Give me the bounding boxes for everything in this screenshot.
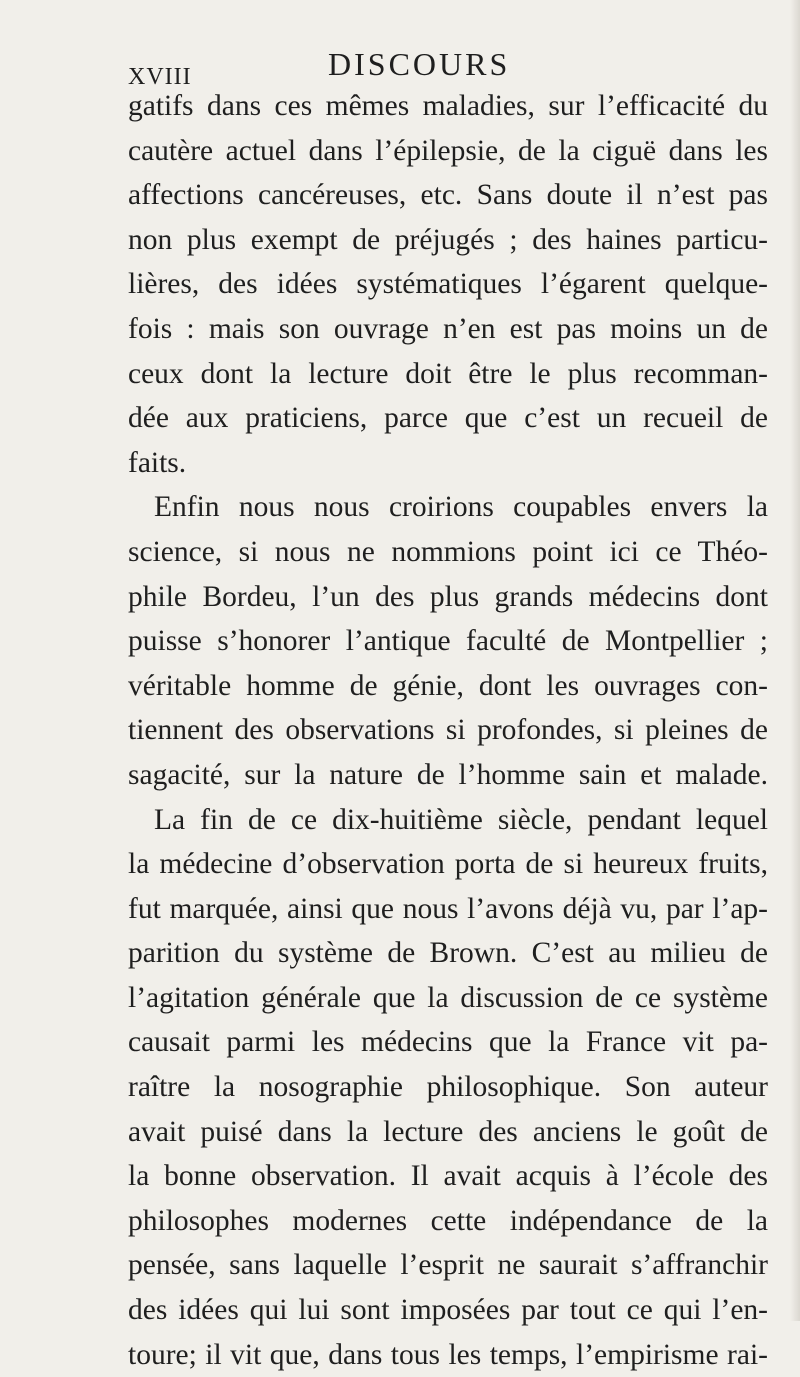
text-line: véritable homme de génie, dont les ouvrages con- <box>128 669 768 702</box>
text-line: phile Bordeu, l’un des plus grands médecins dont <box>128 580 768 613</box>
text-line: l’agitation générale que la discussion de ce système <box>128 981 768 1014</box>
text-line: gatifs dans ces mêmes maladies, sur l’efficacité du <box>128 90 768 122</box>
page-edge-shadow <box>790 0 800 1321</box>
body-text <box>128 84 768 1377</box>
text-line: tiennent des observations si profondes, si pleines de <box>128 714 768 747</box>
text-line: Enfin nous nous croirions coupables envers la <box>154 491 768 524</box>
text-line: faits. <box>128 446 187 479</box>
text-line: toure; il vit que, dans tous les temps, l’empirisme rai- <box>128 1338 768 1371</box>
text-line: La fin de ce dix-huitième siècle, pendant lequel <box>154 803 768 836</box>
text-line: fut marquée, ainsi que nous l’avons déjà vu, par l’ap- <box>128 892 768 925</box>
text-line: pensée, sans laquelle l’esprit ne saurait s’affranchir <box>128 1249 768 1282</box>
text-line: sagacité, sur la nature de l’homme sain et malade. <box>128 758 768 791</box>
text-line: affections cancéreuses, etc. Sans doute il n’est pas <box>128 179 768 212</box>
text-line: non plus exempt de préjugés ; des haines particu- <box>128 223 768 256</box>
running-title: DISCOURS <box>328 46 511 82</box>
text-line: la médecine d’observation porta de si heureux fruits, <box>128 848 768 881</box>
text-line: parition du système de Brown. C’est au milieu de <box>128 937 768 970</box>
text-line: dée aux praticiens, parce que c’est un recueil de <box>128 402 768 435</box>
text-line: ceux dont la lecture doit être le plus recomman- <box>128 357 768 390</box>
text-line: philosophes modernes cette indépendance de la <box>128 1204 768 1237</box>
text-line: lières, des idées systématiques l’égarent quelque- <box>128 268 768 301</box>
text-line: la bonne observation. Il avait acquis à l’école des <box>128 1160 768 1193</box>
text-line: avait puisé dans la lecture des anciens le goût de <box>128 1115 768 1148</box>
text-line: cautère actuel dans l’épilepsie, de la ciguë dans les <box>128 134 768 167</box>
text-line: fois : mais son ouvrage n’en est pas moins un de <box>128 312 768 345</box>
text-line: puisse s’honorer l’antique faculté de Montpellier ; <box>128 625 768 658</box>
text-line: science, si nous ne nommions point ici ce Théo- <box>128 535 768 568</box>
text-line: des idées qui lui sont imposées par tout ce qui l’en- <box>128 1294 768 1327</box>
text-line: raître la nosographie philosophique. Son auteur <box>128 1071 768 1104</box>
text-line: causait parmi les médecins que la France vit pa- <box>128 1026 768 1059</box>
page-number: XVIII <box>128 64 192 90</box>
